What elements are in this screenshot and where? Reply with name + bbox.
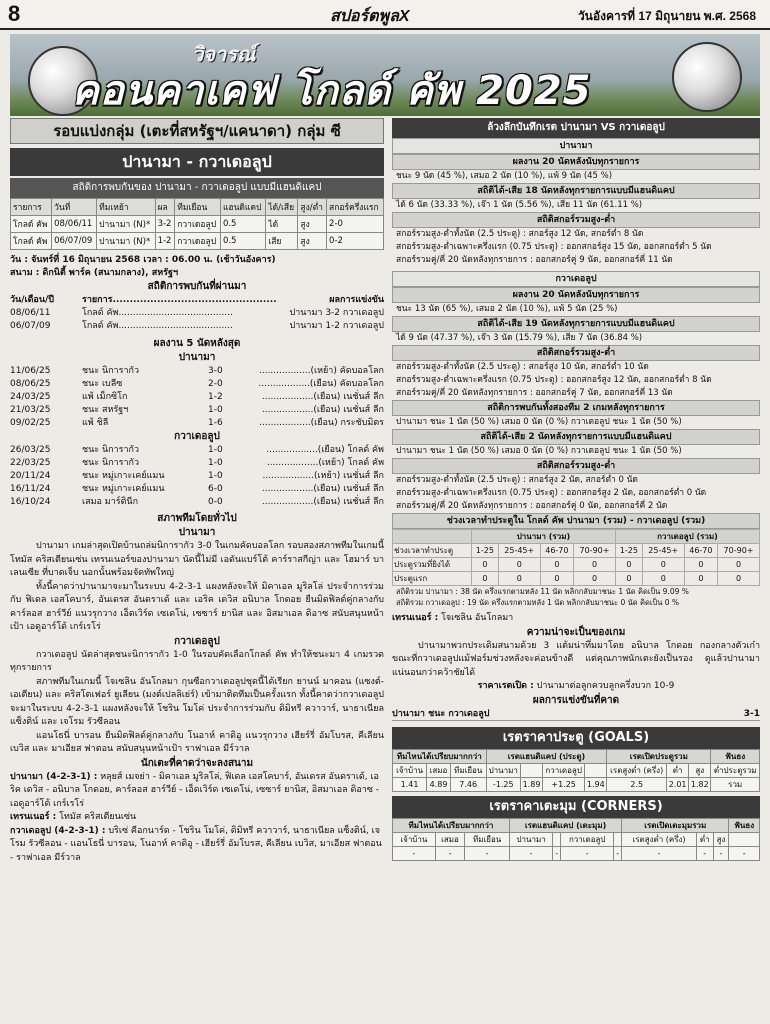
lineup-players: บริเซ่ คีอกนาร์ด - โชริน โมโค่, ดิมิทรี ควาวาร์, นาธาเนียล แซ็งติน์, เจโรม รัวซีลอน - แอนโธนี่ บารอน, โนอาห์ คาดิอู - เฮียร์รี่ อัมโบรส, คีเลียน เบวิส, มาเอียส ฟาตอน - ราฟาเอล มีร์วาล <box>10 825 382 863</box>
opponent: ชนะ หมู่เกาะเคย์แมน <box>82 484 165 494</box>
lineup-players: หลุยส์ เมจย่า - มิคาเอล มูริลโล่, ฟิเดล เอสโคบาร์, อันเดรส อันดราเด้, เอริค เดวิส - อนิบาล โกดอย, คาร์ลอส ฮาร์วีย์ - เอ็ดเวิร์ด เซเดโน่, เซซาร์ ยานิส, อิสมาเอล ดิอาซ - เอดูอาร์โด้ เกร์เรโร่ <box>10 771 380 809</box>
column-header: ทีมไหนได้เปรียบมากกว่า <box>393 749 487 763</box>
column-header: เรตแฮนดิแคป (ประตู) <box>486 749 607 763</box>
venue-competition: ..................(เยือน) กระชับมิตร <box>259 418 384 428</box>
column-header <box>729 832 760 846</box>
cell: - <box>393 846 436 860</box>
stat-line: ชนะ 13 นัด (65 %), เสมอ 2 นัด (10 %), แพ้ 5 นัด (25 %) <box>396 304 618 314</box>
cell: เสีย <box>266 233 298 250</box>
opponent: ชนะ นิการากัว <box>82 445 140 455</box>
column-header: รายการ <box>11 199 52 216</box>
team-subheading: กวาเดอลูป <box>392 271 760 287</box>
past-meetings-title: สถิติการพบกันที่ผ่านมา <box>147 281 247 292</box>
cell: ปานามา (N)* <box>97 216 155 233</box>
match-date: 16/11/24 <box>10 484 51 494</box>
stat-line: ปานามา ชนะ 1 นัด (50 %) เสมอ 0 นัด (0 %) กวาเดอลูป ชนะ 1 นัด (50 %) <box>396 417 682 427</box>
stat-heading: สถิติการพบกันทั้งสองทีม 2 เกมหลังทุกรายการ <box>392 400 760 416</box>
cell: สูง <box>298 216 327 233</box>
score: 1-2 <box>208 392 223 402</box>
score: 3-0 <box>208 366 223 376</box>
goals-odds-table <box>392 749 760 792</box>
cell: โกลด์ คัพ <box>11 216 52 233</box>
corners-odds-table <box>392 818 760 861</box>
stat-line: ได้ 9 นัด (47.37 %), เจ๊า 3 นัด (15.79 %), เสีย 7 นัด (36.84 %) <box>396 333 643 343</box>
kickoff-time: วัน : จันทร์ที่ 16 มิถุนายน 2568 เวลา : 06.00 น. (เช้าวันอังคาร) <box>10 255 276 265</box>
cell: ประตูแรก <box>393 572 472 586</box>
competition: โกลด์ คัพ........................................ <box>82 321 233 331</box>
cell: ได้ <box>266 216 298 233</box>
venue-competition: ..................(เยือน) เนชั่นส์ ลีก <box>261 497 384 507</box>
stat-heading: ช่วงเวลาทำประตูใน โกลด์ คัพ ปานามา (รวม) - กวาเดอลูป (รวม) <box>392 513 760 529</box>
cell: 0 <box>498 558 540 572</box>
cell: 0 <box>540 558 573 572</box>
column-header: เจ้าบ้าน <box>393 832 436 846</box>
list-item <box>10 365 384 378</box>
column-header: สูง <box>713 832 729 846</box>
opponent: ชนะ สหรัฐฯ <box>82 405 129 415</box>
column-header: รายการ................................................ <box>82 295 277 305</box>
column-header <box>553 832 561 846</box>
score: 1-6 <box>208 418 223 428</box>
table-row <box>393 777 760 791</box>
cell: - <box>614 846 622 860</box>
comeback-note: สถิติรวม ปานามา : 38 นัด ครึ่งแรกตามหลัง 11 นัด พลิกกลับมาชนะ 1 นัด คิดเป็น 9.09 % <box>396 587 689 596</box>
opponent: เสมอ มาร์ตินีก <box>82 497 139 507</box>
stat-line: สกอร์รวมสูง-ต่ำทั้งนัด (2.5 ประตู) : สกอร์สูง 2 นัด, สกอร์ต่ำ 0 นัด <box>396 475 638 485</box>
column-header: 70-90+ <box>718 544 760 558</box>
match-date: 08/06/25 <box>10 379 51 389</box>
cell: - <box>696 846 713 860</box>
column-header: สูง <box>689 763 711 777</box>
kickoff-info <box>10 254 384 280</box>
cell: 3-2 <box>155 216 175 233</box>
match-date: 08/06/11 <box>10 308 51 318</box>
team-subheading: ปานามา <box>178 527 216 538</box>
column-header <box>614 832 622 846</box>
cell: 7.46 <box>450 777 486 791</box>
cell: สูง <box>298 233 327 250</box>
table-row <box>393 846 760 860</box>
cell: 0 <box>684 572 717 586</box>
opponent: แพ้ ชิลี <box>82 418 109 428</box>
list-item <box>10 320 384 333</box>
cell: 4.89 <box>427 777 451 791</box>
h2h-table-title: สถิติการพบกันของ ปานามา - กวาเดอลูป แบบมีแฮนดิแคป <box>10 178 384 198</box>
column-header <box>585 763 607 777</box>
cell: 1-2 <box>155 233 175 250</box>
column-header: ปานามา (รวม) <box>471 530 615 544</box>
odds-label: ราคาเรตเปิด : <box>477 681 534 691</box>
column-header: ผล <box>155 199 175 216</box>
stat-line: ได้ 6 นัด (33.33 %), เจ๊า 1 นัด (5.56 %), เสีย 11 นัด (61.11 %) <box>396 200 643 210</box>
lineup-title: นักเตะที่คาดว่าจะลงสนาม <box>140 757 254 769</box>
venue-competition: ..................(เยือน) คัดบอลโลก <box>258 379 384 389</box>
column-header: วัน/เดือน/ปี <box>10 295 54 305</box>
stat-line: สกอร์รวมคู่/คี่ 20 นัดหลังทุกรายการ : ออกสกอร์คู่ 9 นัด, ออกสกอร์คี่ 11 นัด <box>396 255 673 265</box>
column-header: ทีมเยือน <box>175 199 221 216</box>
stat-heading: ผลงาน 20 นัดหลังนับทุกรายการ <box>392 287 760 303</box>
column-header: เสมอ <box>427 763 451 777</box>
opponent: แพ้ เม็กซิโก <box>82 392 128 402</box>
cell: +1.25 <box>543 777 585 791</box>
cell: - <box>509 846 552 860</box>
stat-line: สกอร์รวมสูง-ต่ำทั้งนัด (2.5 ประตู) : สกอร์สูง 12 นัด, สกอร์ต่ำ 8 นัด <box>396 229 644 239</box>
list-item <box>10 470 384 483</box>
list-item <box>10 404 384 417</box>
left-column <box>10 118 384 865</box>
stat-heading: สถิติสกอร์รวมสูง-ต่ำ <box>392 458 760 474</box>
column-header: ฟันธง <box>729 818 760 832</box>
banner-title: คอนคาเคฟ โกลด์ คัพ 2025 <box>72 68 592 114</box>
article-paragraph: กวาเดอลูป นัดล่าสุดชนะนิการากัว 1-0 ในรอบคัดเลือกโกลด์ คัพ ทำให้ชนะมา 4 เกมรวดทุกรายการ <box>10 649 384 673</box>
stat-heading: สถิติได้-เสีย 19 นัดหลังทุกรายการแบบมีแฮนดิแคป <box>392 316 760 332</box>
venue: สนาม : ดิกนิตี้ พาร์ค (สนามกลาง), สหรัฐฯ <box>10 268 178 278</box>
cell: - <box>553 846 561 860</box>
trainer-name: โทมัส คริสเตียนเซ่น <box>59 812 137 822</box>
prediction-title: ความน่าจะเป็นของเกม <box>526 626 626 638</box>
cell: 2.5 <box>607 777 667 791</box>
column-header: กวาเดอลูป (รวม) <box>615 530 759 544</box>
cell: 0 <box>498 572 540 586</box>
corners-odds-box <box>392 796 760 861</box>
table-header-row <box>393 530 760 544</box>
column-header: ทีมไหนได้เปรียบมากกว่า <box>393 818 510 832</box>
column-header: ต่ำ <box>667 763 689 777</box>
forecast-text: ปานามา ชนะ กวาเดอลูป <box>392 708 490 719</box>
column-header: กวาเดอลูป <box>543 763 585 777</box>
guadeloupe-last5-list <box>10 444 384 509</box>
past-meetings-header <box>10 294 384 307</box>
panama-last5-list <box>10 365 384 430</box>
score: 2-0 <box>208 379 223 389</box>
table-header-row <box>11 199 384 216</box>
opponent: ชนะ เบลีซ <box>82 379 123 389</box>
opening-odds <box>392 680 760 694</box>
cell: -1.25 <box>486 777 520 791</box>
column-header: 46-70 <box>540 544 573 558</box>
cell: 2-0 <box>327 216 384 233</box>
cell <box>393 530 472 544</box>
match-date: 22/03/25 <box>10 458 51 468</box>
column-header: เรตสูงต่ำ (ครึ่ง) <box>607 763 667 777</box>
cell: 0 <box>540 572 573 586</box>
column-header: ปานามา <box>486 763 520 777</box>
cell: - <box>729 846 760 860</box>
table-row <box>11 233 384 250</box>
column-header: เสมอ <box>435 832 465 846</box>
cell: 1.41 <box>393 777 427 791</box>
column-header: 25-45+ <box>642 544 684 558</box>
cell: 0 <box>471 572 498 586</box>
score: 6-0 <box>208 484 223 494</box>
list-item <box>10 496 384 509</box>
competition: โกลด์ คัพ........................................ <box>82 308 233 318</box>
banner-kicker: วิจารณ์ <box>192 42 256 66</box>
team-subheading: ปานามา <box>392 138 760 154</box>
odds-value: ปานามาต่อลูกควบลูกครึ่งบวก 10-9 <box>536 681 675 691</box>
stat-heading: ผลงาน 20 นัดหลังนับทุกรายการ <box>392 154 760 170</box>
lineup-label: กวาเดอลูป (4-2-3-1) : <box>10 825 106 836</box>
forecast-line <box>392 708 760 721</box>
match-result: ปานามา 3-2 กวาเดอลูป <box>289 308 384 318</box>
team-subheading: กวาเดอลูป <box>174 635 220 647</box>
goals-odds-box <box>392 727 760 792</box>
title-banner <box>10 34 760 116</box>
team-form-title: สภาพทีมโดยทั่วไป <box>157 513 237 524</box>
cell: 1.94 <box>585 777 607 791</box>
column-header: เรตเปิดประตูรวม <box>607 749 711 763</box>
column-header: ผลการแข่งขัน <box>329 295 384 305</box>
cell: ประตูรวมที่ยิงได้ <box>393 558 472 572</box>
table-header-row <box>393 749 760 763</box>
opponent: ชนะ หมู่เกาะเคย์แมน <box>82 471 165 481</box>
team-subheading: ปานามา <box>178 352 216 363</box>
stat-heading: สถิติสกอร์รวมสูง-ต่ำ <box>392 345 760 361</box>
stat-line: ชนะ 9 นัด (45 %), เสมอ 2 นัด (10 %), แพ้ 9 นัด (45 %) <box>396 171 613 181</box>
comeback-note: สถิติรวม กวาเดอลูป : 19 นัด ครึ่งแรกตามหลัง 1 นัด พลิกกลับมาชนะ 0 นัด คิดเป็น 0 % <box>396 598 679 607</box>
opponent: ชนะ นิการากัว <box>82 366 140 376</box>
page-header <box>0 0 770 30</box>
cell: 06/07/09 <box>52 233 97 250</box>
cell: กวาเดอลูป <box>175 216 221 233</box>
cell: 0-2 <box>327 233 384 250</box>
column-header: ช่วงเวลาทำประตู <box>393 544 472 558</box>
cell: 0 <box>642 572 684 586</box>
venue-competition: ..................(เยือน) เนชั่นส์ ลีก <box>261 405 384 415</box>
right-column <box>392 118 760 861</box>
newspaper-logo: สปอร์ตพูลX <box>330 8 410 25</box>
page-number: 8 <box>8 1 21 26</box>
last5-title: ผลงาน 5 นัดหลังสุด <box>153 338 241 349</box>
column-header: เรตเปิดเตะมุมรวม <box>622 818 729 832</box>
trainer-label: เทรนเนอร์ : <box>392 613 439 623</box>
venue-competition: ..................(เหย้า) คัดบอลโลก <box>258 366 384 376</box>
cell: 0.5 <box>220 216 265 233</box>
cell: 0 <box>574 572 616 586</box>
cell: 0 <box>642 558 684 572</box>
venue-competition: ..................(เหย้า) โกลด์ คัพ <box>266 458 384 468</box>
list-item <box>10 378 384 391</box>
venue-competition: ..................(เหย้า) เนชั่นส์ ลีก <box>262 471 384 481</box>
cell: - <box>465 846 510 860</box>
cell: 0 <box>574 558 616 572</box>
column-header: เรตแฮนดิแคป (เตะมุม) <box>509 818 621 832</box>
match-date: 09/02/25 <box>10 418 51 428</box>
column-header: วันที่ <box>52 199 97 216</box>
corners-odds-title: เรตราคาเตะมุม (CORNERS) <box>392 796 760 818</box>
cell: 0 <box>718 558 760 572</box>
trainer-name: โจเซลิน อันโกลมา <box>441 613 514 623</box>
cell: 0 <box>471 558 498 572</box>
match-date: 20/11/24 <box>10 471 51 481</box>
h2h-table <box>10 198 384 250</box>
cell: 0 <box>684 558 717 572</box>
article-paragraph: สภาพทีมในเกมนี้ โจเซลิน อันโกลมา กุนซือกวาเดอลูปชุดนี้ได้เรียก ยานน์ มาคอน (แซงต์-เอเตียน) และ คริสโตเฟอร์ ยูเลียน (มงต์เปลลิเย่ร์) เข้ามาติดทีมเป็นครั้งแรก ทั้งนี้คาดว่ากวาเดอลูปจะมาในระบบ 4-2-3-1 แผงหลังจะให้ โชริน โมโค่ ประจำการร่วมกับ ดิมิทรี ควาวาร์, นาธาเนียล แซ็งติน์ และ เจโรม รัวซีลอน <box>10 676 384 727</box>
issue-date: วันอังคารที่ 17 มิถุนายน พ.ศ. 2568 <box>577 9 756 23</box>
table-header-row <box>393 763 760 777</box>
match-date: 26/03/25 <box>10 445 51 455</box>
stat-heading: สถิติได้-เสีย 18 นัดหลังทุกรายการแบบมีแฮนดิแคป <box>392 183 760 199</box>
stat-line: สกอร์รวมสูง-ต่ำเฉพาะครึ่งแรก (0.75 ประตู) : ออกสกอร์สูง 15 นัด, ออกสกอร์ต่ำ 5 นัด <box>396 242 712 252</box>
column-header: ต่ำประตูรวม <box>711 763 760 777</box>
column-header: ต่ำ <box>696 832 713 846</box>
stat-line: สกอร์รวมคู่/คี่ 20 นัดหลังทุกรายการ : ออกสกอร์คู่ 7 นัด, ออกสกอร์คี่ 13 นัด <box>396 388 673 398</box>
score: 1-0 <box>208 458 223 468</box>
column-header: ทีมเหย้า <box>97 199 155 216</box>
column-header: เรตสูงต่ำ (ครึ่ง) <box>622 832 697 846</box>
column-header: ทีมเยือน <box>450 763 486 777</box>
cell: - <box>622 846 697 860</box>
table-header-row <box>393 818 760 832</box>
list-item <box>10 483 384 496</box>
match-date: 06/07/09 <box>10 321 51 331</box>
column-header: 46-70 <box>684 544 717 558</box>
goal-timing-table <box>392 529 760 586</box>
lineup-label: ปานามา (4-2-3-1) : <box>10 771 98 782</box>
match-heading: ปานามา - กวาเดอลูป <box>10 148 384 176</box>
article-paragraph: แอนโธนี่ บารอน ยืนมิดฟิลด์คู่กลางกับ โนอาห์ คาดิอู แนวรุกวาง เฮียร์รี่ อัมโบรส, คีเลียน เบวิส และ มาเอียส ฟาตอน สนับสนุนหน้าเป้า ราฟาเอล มีร์วาล <box>10 730 384 754</box>
column-header: ปานามา <box>509 832 552 846</box>
column-header: 1-25 <box>471 544 498 558</box>
venue-competition: ..................(เยือน) โกลด์ คัพ <box>266 445 384 455</box>
forecast-score: 3-1 <box>743 708 760 719</box>
column-header: แฮนดิแคป <box>220 199 265 216</box>
match-date: 24/03/25 <box>10 392 51 402</box>
match-date: 16/10/24 <box>10 497 51 507</box>
list-item <box>10 391 384 404</box>
table-header-row <box>393 832 760 846</box>
list-item <box>10 307 384 320</box>
column-header: ฟันธง <box>711 749 760 763</box>
guadeloupe-trainer <box>392 612 760 626</box>
column-header: 70-90+ <box>574 544 616 558</box>
cell: 08/06/11 <box>52 216 97 233</box>
rate-stats-title: ล้วงลึกบันทึกเรต ปานามา VS กวาเดอลูป <box>392 118 760 138</box>
table-row <box>11 216 384 233</box>
round-heading: รอบแบ่งกลุ่ม (เตะที่สหรัฐฯ/แคนาดา) กลุ่ม ซี <box>10 118 384 144</box>
forecast-title: ผลการแข่งขันที่คาด <box>532 694 620 706</box>
cell: ปานามา (N)* <box>97 233 155 250</box>
opponent: ชนะ นิการากัว <box>82 458 140 468</box>
team-subheading: กวาเดอลูป <box>174 431 220 442</box>
score: 1-0 <box>208 405 223 415</box>
column-header: 1-25 <box>615 544 642 558</box>
column-header: 25-45+ <box>498 544 540 558</box>
table-row <box>393 558 760 572</box>
match-result: ปานามา 1-2 กวาเดอลูป <box>289 321 384 331</box>
column-header <box>520 763 542 777</box>
cell: - <box>713 846 729 860</box>
list-item <box>10 417 384 430</box>
stat-line: สกอร์รวมคู่/คี่ 20 นัดหลังทุกรายการ : ออกสกอร์คู่ 0 นัด, ออกสกอร์คี่ 2 นัด <box>396 501 668 511</box>
column-header: กวาเดอลูป <box>561 832 614 846</box>
table-row <box>393 572 760 586</box>
table-header-row <box>393 544 760 558</box>
guadeloupe-lineup <box>10 825 384 866</box>
column-header: เจ้าบ้าน <box>393 763 427 777</box>
article-paragraph: ปานามา เกมล่าสุดเปิดบ้านถล่มนิการากัว 3-0 ในเกมคัดบอลโลก รอบสองสภาพทีมในเกมนี้ โทมัส คริสเตียนเซ่น เทรนเนอร์ของปานามา นัดนี้ไม่มี เอดันแบร์โต้ คาร์ราสกีญ่า และ โฮมาร์ บาเลนเซีย ที่บาดเจ็บ นอกนั้นพร้อมจัดทัพใหญ่ <box>10 541 384 578</box>
list-item <box>10 444 384 457</box>
cell: รวม <box>711 777 760 791</box>
panama-trainer <box>10 811 384 825</box>
cell: กวาเดอลูป <box>175 233 221 250</box>
match-date: 21/03/25 <box>10 405 51 415</box>
score: 1-0 <box>208 445 223 455</box>
stat-line: สกอร์รวมสูง-ต่ำเฉพาะครึ่งแรก (0.75 ประตู) : ออกสกอร์สูง 2 นัด, ออกสกอร์ต่ำ 0 นัด <box>396 488 707 498</box>
score: 1-0 <box>208 471 223 481</box>
stat-line: ปานามา ชนะ 1 นัด (50 %) เสมอ 0 นัด (0 %) กวาเดอลูป ชนะ 1 นัด (50 %) <box>396 446 682 456</box>
trainer-label: เทรนเนอร์ : <box>10 812 57 822</box>
cell: 1.89 <box>520 777 542 791</box>
column-header: ทีมเยือน <box>465 832 510 846</box>
cell: 0 <box>615 558 642 572</box>
column-header: สกอร์ครึ่งแรก <box>327 199 384 216</box>
column-header: ได้/เสีย <box>266 199 298 216</box>
football-icon <box>672 42 742 112</box>
panama-lineup <box>10 771 384 812</box>
cell: - <box>561 846 614 860</box>
stat-heading: สถิติได้-เสีย 2 นัดหลังทุกรายการแบบมีแฮนดิแคป <box>392 429 760 445</box>
cell: 2.01 <box>667 777 689 791</box>
stat-heading: สถิติสกอร์รวมสูง-ต่ำ <box>392 212 760 228</box>
prediction-text: ปานามาพวกประเดิมสนามด้วย 3 แต้มน่าทึ่มมาโดย อนิบาล โกดอย กองกลางตัวเก๋า ขณะที่กวาเดอลูปแม้ฟอร์มช่วงหลังจะค่อนข้างดี แต่คุณภาพนักเตะยังเป็นรอง ดูแล้วปานามาแน่นอนกว่าคว้าชัยได้ <box>392 640 760 678</box>
cell: 0 <box>615 572 642 586</box>
cell: - <box>435 846 465 860</box>
article-paragraph: ทั้งนี้คาดว่าปานามาจะมาในระบบ 4-2-3-1 แผงหลังจะให้ มิคาเอล มูริลโล่ ประจำการร่วมกับ ฟิเดล เอสโคบาร์, อันเดรส อันดราเด้ และ เอริค เดวิส อนิบาล โกดอย ยืนมิดฟิลด์คู่กลางกับ คาร์ลอส ฮาร์วีย์ แนวรุกวาง เอ็ดเวิร์ด เซเดโน่, เซซาร์ ยานิส และ อิสมาเอล ดิอาซ สนับสนุนหน้าเป้า เอดูอาร์โด้ เกร์เรโร่ <box>10 581 384 632</box>
cell: 1.82 <box>689 777 711 791</box>
stat-line: สกอร์รวมสูง-ต่ำทั้งนัด (2.5 ประตู) : สกอร์สูง 10 นัด, สกอร์ต่ำ 10 นัด <box>396 362 649 372</box>
list-item <box>10 457 384 470</box>
goals-odds-title: เรตราคาประตู (GOALS) <box>392 727 760 749</box>
venue-competition: ..................(เยือน) เนชั่นส์ ลีก <box>261 484 384 494</box>
match-date: 11/06/25 <box>10 366 51 376</box>
stat-line: สกอร์รวมสูง-ต่ำเฉพาะครึ่งแรก (0.75 ประตู) : ออกสกอร์สูง 12 นัด, ออกสกอร์ต่ำ 8 นัด <box>396 375 712 385</box>
cell: 0.5 <box>220 233 265 250</box>
column-header: สูง/ต่ำ <box>298 199 327 216</box>
score: 0-0 <box>208 497 223 507</box>
venue-competition: ..................(เยือน) เนชั่นส์ ลีก <box>261 392 384 402</box>
cell: โกลด์ คัพ <box>11 233 52 250</box>
cell: 0 <box>718 572 760 586</box>
